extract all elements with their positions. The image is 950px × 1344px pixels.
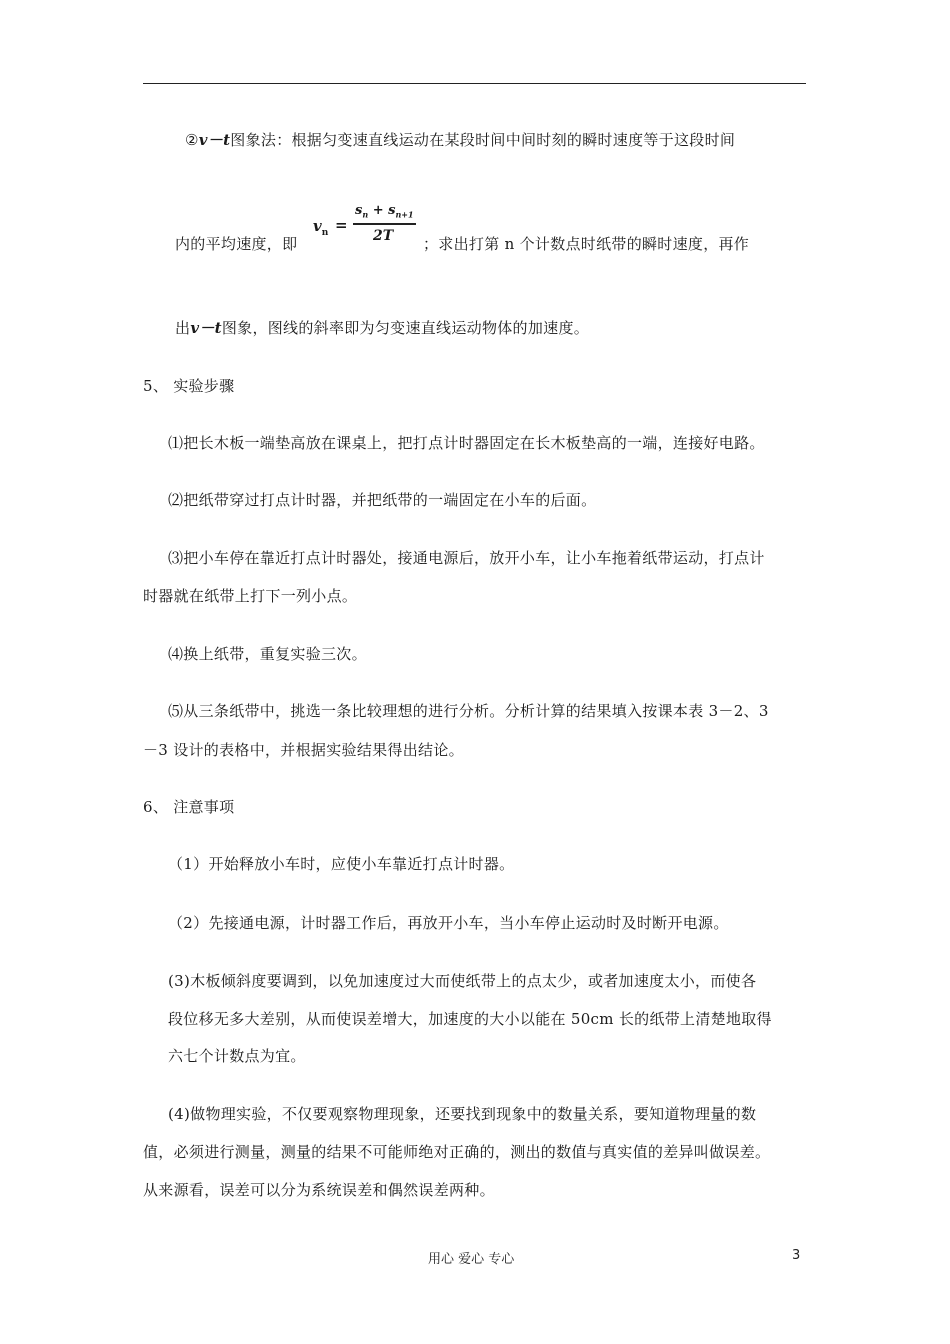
- note-1: （1）开始释放小车时，应使小车靠近打点计时器。: [168, 855, 515, 873]
- formula-numerator: $s_n + s_{n+1}$: [355, 203, 414, 220]
- note-4-line3: 从来源看，误差可以分为系统误差和偶然误差两种。: [143, 1181, 495, 1199]
- slope-text: 图象，图线的斜率即为匀变速直线运动物体的加速度。: [221, 319, 590, 337]
- step-5-line1: ⑸从三条纸带中，挑选一条比较理想的进行分析。分析计算的结果填入按课本表 3－2、3: [168, 702, 769, 720]
- step-3-line2: 时器就在纸带上打下一列小点。: [143, 587, 358, 605]
- circled-number: ②: [185, 131, 199, 149]
- note-3-line3: 六七个计数点为宜。: [168, 1047, 306, 1065]
- page-number: 3: [792, 1248, 801, 1263]
- formula-equals: =: [335, 216, 348, 234]
- instant-velocity-text: ；求出打第 n 个计数点时纸带的瞬时速度，再作: [423, 235, 750, 253]
- step-1: ⑴把长木板一端垫高放在课桌上，把打点计时器固定在长木板垫高的一端，连接好电路。: [168, 434, 765, 452]
- note-4-line1: (4)做物理实验，不仅要观察物理现象，还要找到现象中的数量关系，要知道物理量的数: [168, 1105, 757, 1123]
- section-6-heading: 6、 注意事项: [143, 798, 235, 816]
- note-3-line1: (3)木板倾斜度要调到，以免加速度过大而使纸带上的点太少，或者加速度太小，而使各: [168, 972, 757, 990]
- method-vt-line3: [175, 318, 589, 338]
- section-5-heading: 5、 实验步骤: [143, 377, 235, 395]
- footer-slogan: 用心 爱心 专心: [428, 1252, 515, 1267]
- step-3-line1: ⑶把小车停在靠近打点计时器处，接通电源后，放开小车，让小车拖着纸带运动，打点计: [168, 549, 765, 567]
- note-2: （2）先接通电源，计时器工作后，再放开小车，当小车停止运动时及时断开电源。: [168, 914, 729, 932]
- step-2: ⑵把纸带穿过打点计时器，并把纸带的一端固定在小车的后面。: [168, 491, 597, 509]
- vt-symbol: v－t: [198, 131, 231, 149]
- fraction-bar: [353, 223, 416, 225]
- note-3-line2: 段位移无多大差别，从而使误差增大，加速度的大小以能在 50cm 长的纸带上清楚地取得: [168, 1010, 772, 1028]
- step-4: ⑷换上纸带，重复实验三次。: [168, 645, 367, 663]
- vt-symbol: v－t: [190, 319, 222, 337]
- line3-prefix: 出: [175, 319, 191, 337]
- method-vt-line2-before: [175, 234, 297, 254]
- step-5-line2: －3 设计的表格中，并根据实验结果得出结论。: [143, 741, 464, 759]
- formula-lhs: $v_n$: [313, 217, 329, 238]
- header-rule: [143, 83, 806, 84]
- method-vt-text: 图象法：根据匀变速直线运动在某段时间中间时刻的瞬时速度等于这段时间: [230, 131, 736, 149]
- velocity-formula: [313, 203, 418, 249]
- method-vt-line1: [185, 130, 735, 150]
- method-vt-line2-after: [423, 234, 749, 254]
- note-4-line2: 值，必须进行测量，测量的结果不可能师绝对正确的，测出的数值与真实值的差异叫做误差。: [143, 1143, 771, 1161]
- avg-velocity-text: 内的平均速度，即: [175, 235, 298, 253]
- formula-denominator: 2T: [373, 228, 394, 244]
